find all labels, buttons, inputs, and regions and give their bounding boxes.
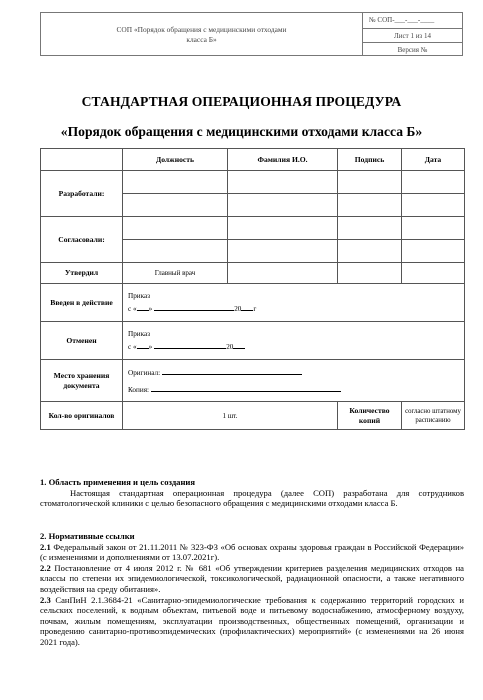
section-2-title — [40, 531, 464, 542]
table-cell[interactable] — [338, 240, 402, 263]
row-approved-label: Утвердил — [41, 263, 123, 284]
table-cell[interactable] — [123, 171, 228, 194]
order-label: Приказ — [128, 329, 151, 338]
month-blank[interactable] — [154, 302, 234, 311]
table-row — [41, 284, 465, 322]
date-prefix: с « — [128, 342, 137, 351]
table-cell[interactable] — [402, 171, 465, 194]
col-position: Должность — [123, 149, 228, 171]
version-number: Версия № — [363, 42, 462, 57]
copies-count-label: Количество копий — [338, 402, 402, 430]
ref-2-3-num: 2.3 — [40, 594, 51, 605]
sheet-number: Лист 1 из 14 — [363, 28, 462, 43]
header-meta — [363, 13, 462, 55]
ref-2-2-num: 2.2 — [40, 562, 51, 573]
table-cell[interactable] — [228, 171, 338, 194]
copy-label: Копия: — [128, 385, 150, 394]
table-cell[interactable] — [402, 240, 465, 263]
table-header-row — [41, 149, 465, 171]
table-cell[interactable] — [123, 217, 228, 240]
document-header — [40, 12, 463, 56]
ref-2-3-text: СанПиН 2.1.3684-21 «Санитарно-эпидемиологические требования к содержанию территорий городских и сельских поселений, к водным объектам, питьевой воде и питьевому водоснабжению, атмосферному воздуху, почвам, жилым помещениям, эксплуатации производственных, общественных помещений, организации и проведению санитарно-противоэпидемических (профилактических) мероприятий» (с изменениями на 26 июня 2021 года). — [40, 594, 464, 647]
section-2-heading: 2. Нормативные ссылки — [40, 531, 135, 541]
row-cancelled-label: Отменен — [41, 322, 123, 360]
year-blank[interactable] — [241, 302, 253, 311]
year-prefix: 20 — [234, 304, 242, 313]
ref-2-1-text: Федеральный закон от 21.11.2011 № 323-ФЗ «Об основах охраны здоровья граждан в Российской Федерации» (с изменениями и дополнениями от 13.07.2021г). — [40, 541, 465, 563]
copy-blank[interactable] — [151, 383, 341, 392]
col-signature: Подпись — [338, 149, 402, 171]
effective-order — [123, 284, 465, 322]
section-1-text: Настоящая стандартная операционная процедура (далее СОП) разработана для сотрудников стоматологической клиники с целью безопасного обращения с медицинскими отходами класса Б. — [40, 487, 464, 509]
cancelled-order — [123, 322, 465, 360]
section-2 — [40, 531, 464, 648]
original-blank[interactable] — [162, 366, 302, 375]
month-blank[interactable] — [154, 340, 226, 349]
table-cell[interactable] — [402, 194, 465, 217]
table-cell[interactable] — [402, 263, 465, 284]
row-developed-label: Разработали: — [41, 171, 123, 217]
ref-2-1 — [40, 542, 464, 563]
table-row — [41, 263, 465, 284]
table-row — [41, 360, 465, 402]
originals-count-label: Кол-во оригиналов — [41, 402, 123, 430]
col-date: Дата — [402, 149, 465, 171]
sop-number: № СОП-___-___-____ — [369, 16, 435, 24]
copy-line — [128, 383, 464, 396]
table-cell[interactable] — [228, 240, 338, 263]
ref-2-3 — [40, 595, 464, 648]
col-name: Фамилия И.О. — [228, 149, 338, 171]
table-cell[interactable] — [338, 217, 402, 240]
section-1 — [40, 477, 464, 509]
year-blank[interactable] — [233, 340, 245, 349]
originals-count: 1 шт. — [123, 402, 338, 430]
table-cell[interactable] — [402, 217, 465, 240]
header-doc-title — [41, 13, 363, 55]
year-prefix: 20 — [226, 342, 234, 351]
copies-count-value: согласно штатному расписанию — [402, 402, 465, 430]
order-label: Приказ — [128, 291, 151, 300]
approved-position: Главный врач — [123, 263, 228, 284]
header-title-text: СОП «Порядок обращения с медицинскими отходами класса Б» — [116, 25, 287, 44]
table-row — [41, 171, 465, 194]
page-title: СТАНДАРТНАЯ ОПЕРАЦИОННАЯ ПРОЦЕДУРА — [81, 94, 402, 109]
table-cell[interactable] — [123, 194, 228, 217]
section-1-title — [40, 477, 464, 488]
ref-2-1-num: 2.1 — [40, 541, 51, 552]
table-cell[interactable] — [123, 240, 228, 263]
section-1-heading: 1. Область применения и цель создания — [40, 477, 196, 487]
day-blank[interactable] — [137, 340, 149, 349]
date-prefix: с « — [128, 304, 137, 313]
ref-2-2-text: Постановление от 4 июля 2012 г. № 681 «Об утверждении критериев разделения медицинских отходов на классы по степени их эпидемиологической, токсикологической, радиационной опасности, а также негативного воздействия на среду обитания». — [40, 562, 464, 594]
order-date-line[interactable] — [128, 340, 464, 353]
table-cell[interactable] — [338, 194, 402, 217]
approval-table — [40, 148, 465, 430]
table-cell[interactable] — [228, 217, 338, 240]
storage-info — [123, 360, 465, 402]
table-row — [41, 322, 465, 360]
table-cell[interactable] — [338, 263, 402, 284]
row-agreed-label: Согласовали: — [41, 217, 123, 263]
ref-2-2 — [40, 563, 464, 595]
table-cell[interactable] — [228, 263, 338, 284]
original-label: Оригинал: — [128, 368, 161, 377]
row-storage-label: Место хранения документа — [41, 360, 123, 402]
page-subtitle: «Порядок обращения с медицинскими отходами класса Б» — [60, 124, 423, 139]
day-blank[interactable] — [137, 302, 149, 311]
date-mid: » — [148, 342, 153, 351]
table-cell[interactable] — [338, 171, 402, 194]
original-line — [128, 366, 464, 379]
table-row — [41, 217, 465, 240]
row-effective-label: Введен в действие — [41, 284, 123, 322]
table-row — [41, 402, 465, 430]
table-cell[interactable] — [228, 194, 338, 217]
year-suffix: г — [253, 304, 257, 313]
date-mid: » — [148, 304, 153, 313]
order-date-line[interactable] — [128, 302, 464, 315]
